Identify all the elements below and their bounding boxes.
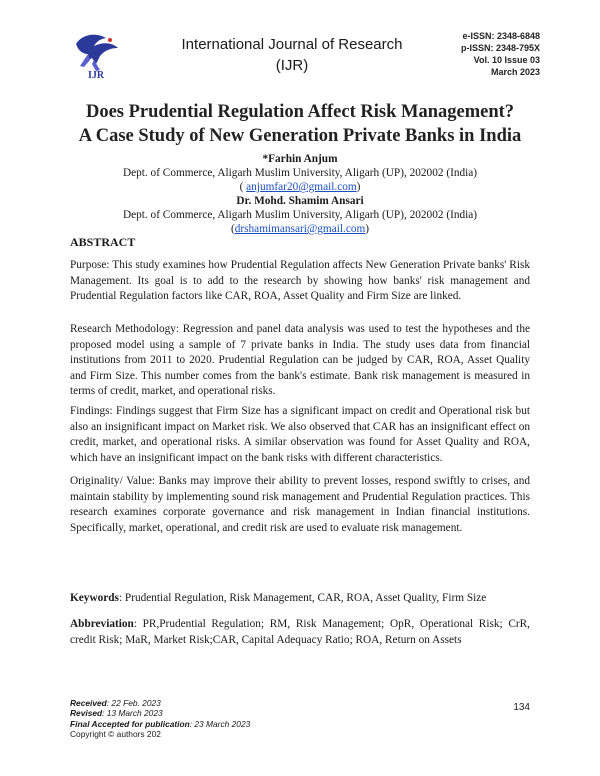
keywords-label: Keywords (70, 592, 119, 604)
author-affiliation: Dept. of Commerce, Aligarh Muslim University, Aligarh (UP), 202002 (India) (122, 167, 478, 179)
e-issn: e-ISSN: 2348-6848 (462, 31, 540, 41)
abstract-purpose: Purpose: This study examines how Prudential Regulation affects New Generation Private banks' Risk Management. Its goal is to add to the research by showing how banks' risk management and Prudential Regulation factors like CAR, ROA, Asset Quality and Firm Size are linked. (70, 259, 530, 302)
received-value: : 22 Feb. 2023 (106, 698, 161, 708)
page-number: 134 (513, 702, 530, 713)
received-label: Received (70, 698, 107, 708)
volume-issue: Vol. 10 Issue 03 (473, 55, 540, 65)
abstract-heading: ABSTRACT (70, 235, 136, 249)
keywords-text: : Prudential Regulation, Risk Management, CAR, ROA, Asset Quality, Firm Size (118, 592, 487, 604)
paper-title (40, 100, 560, 148)
revised-date (70, 708, 250, 718)
author-affiliation: Dept. of Commerce, Aligarh Muslim University, Aligarh (UP), 202002 (India) (122, 209, 478, 221)
svg-text:IJR: IJR (88, 70, 105, 81)
title-line-1: Does Prudential Regulation Affect Risk Management? (85, 102, 515, 122)
pegasus-logo-icon (66, 30, 126, 82)
email-paren: ) (356, 181, 361, 193)
abstract-originality: Originality/ Value: Banks may improve their ability to prevent losses, respond swiftly to crises, and maintain stability by implementing sound risk management and Prudential Regulation practices. This research examines corporate governance and risk management in Indian financial institutions. Specifically, market, operational, and credit risk are used to evaluate risk management. (70, 475, 530, 534)
issue-date: March 2023 (490, 67, 540, 77)
title-line-2: A Case Study of New Generation Private Banks in India (78, 126, 522, 146)
author-email-line (40, 180, 560, 194)
abbreviations (70, 617, 530, 648)
journal-name (160, 34, 424, 76)
abstract-findings: Findings: Findings suggest that Firm Size has a significant impact on credit and Operational risk but also an insignificant impact on Market risk. We also observed that CAR has an insignificant effect on credit, market, and operational risks. A similar observation was found for Asset Quality and ROA, which have an insignificant impact on the bank risks with different characteristics. (70, 405, 530, 464)
author-email-line (40, 222, 560, 236)
email-paren: ( (239, 181, 247, 193)
publication-dates (70, 698, 250, 740)
abstract-methodology: Research Methodology: Regression and panel data analysis was used to test the hypotheses and the proposed model using a sample of 7 private banks in India. The study uses data from financial institutions from 2011 to 2020. Prudential Regulation can be judged by CAR, ROA, Asset Quality and Firm Size. This number comes from the bank's estimate. Bank risk management is measured in terms of credit, market, and operational risks. (70, 323, 530, 397)
accepted-label: Final Accepted for publication (70, 718, 190, 729)
accepted-value: : 23 March 2023 (189, 718, 251, 729)
email-paren: ) (365, 223, 370, 235)
author-email-link[interactable]: anjumfar20@gmail.com (246, 181, 357, 193)
author-name: Dr. Mohd. Shamim Ansari (236, 195, 364, 207)
revised-value: : 13 March 2023 (102, 708, 163, 719)
copyright: Copyright © authors 202 (70, 729, 161, 740)
journal-title: International Journal of Research (181, 36, 403, 53)
keywords (70, 591, 530, 607)
p-issn: p-ISSN: 2348-795X (460, 43, 540, 53)
issn-block (461, 30, 540, 78)
accepted-date (70, 719, 250, 729)
revised-label: Revised (70, 708, 103, 719)
author-block (40, 152, 560, 236)
email-paren: ( (230, 223, 235, 235)
abbreviation-label: Abbreviation (70, 618, 134, 630)
author-name: *Farhin Anjum (262, 153, 338, 165)
received-date (70, 698, 250, 708)
journal-logo (66, 30, 126, 82)
abbreviation-text: : PR,Prudential Regulation; RM, Risk Management; OpR, Operational Risk; CrR, credit Risk; MaR, Market Risk;CAR, Capital Adequacy Ratio; ROA, Return on Assets (70, 618, 530, 646)
journal-abbrev: (IJR) (275, 57, 309, 74)
author-email-link[interactable]: drshamimansari@gmail.com (234, 223, 366, 235)
